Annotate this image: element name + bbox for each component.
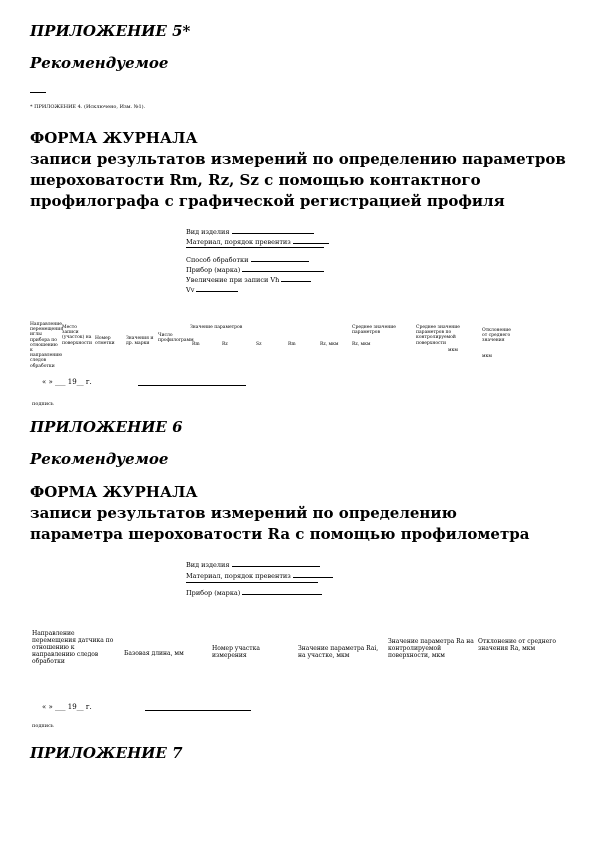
- appendix6-status: Рекомендуемое: [30, 450, 169, 468]
- appendix5-form-subtitle-1: записи результатов измерений по определению параметров: [30, 150, 566, 168]
- appendix6-form-title: ФОРМА ЖУРНАЛА: [30, 483, 198, 501]
- t6-header-base-length: Базовая длина, мм: [124, 650, 184, 657]
- appendix6-form-subtitle-1: записи результатов измерений по определению: [30, 504, 457, 522]
- t5-header-sz: Sz: [256, 342, 262, 347]
- field6-blank-line: [186, 582, 318, 583]
- t5-header-rm: Rm: [192, 342, 200, 347]
- t5-header-direction: Направление перемещения иглы прибора по отношению к направлению следов обработки: [30, 322, 64, 369]
- field-magnification-vv: Vv: [186, 284, 238, 294]
- t6-header-section-number: Номер участка измерения: [212, 645, 260, 659]
- t5-header-rm-2: Rm: [288, 342, 296, 347]
- t5-header-deviation: Отклонение от среднего значения: [482, 328, 511, 344]
- appendix6-signature-line: [145, 710, 251, 711]
- t5-header-surface-avg: Среднее значение параметров по контролируемой поверхности: [416, 325, 460, 346]
- t6-header-deviation: Отклонение от среднего значения Ra, мкм: [478, 638, 557, 652]
- t6-header-ra-surface: Значение параметра Ra на контролируемой поверхности, мкм: [388, 638, 474, 659]
- field-blank-line: [186, 247, 324, 248]
- t5-header-mark: Номер отметки: [95, 336, 115, 347]
- appendix5-date: « » ___ 19__ г.: [42, 378, 92, 386]
- t5-header-rz-mkm: Rz, мкм: [320, 342, 339, 347]
- t5-header-param-values: Значение параметров: [190, 325, 243, 330]
- field-instrument: Прибор (марка): [186, 264, 324, 274]
- field6-instrument: Прибор (марка): [186, 587, 322, 597]
- t5-header-values: Значения и др. марки: [126, 336, 154, 347]
- field-processing-method: Способ обработки: [186, 254, 309, 264]
- appendix5-title: ПРИЛОЖЕНИЕ 5*: [30, 22, 191, 40]
- t5-header-count: Число профилограмм: [158, 333, 194, 344]
- field6-product-type: Вид изделия: [186, 559, 320, 569]
- field6-material: Материал, порядок превентиз: [186, 570, 333, 580]
- t5-header-average: Среднее значение параметров: [352, 325, 396, 336]
- appendix5-status: Рекомендуемое: [30, 54, 169, 72]
- appendix5-form-subtitle-2: шероховатости Rm, Rz, Sz с помощью контактного: [30, 171, 481, 189]
- appendix5-form-subtitle-3: профилографа с графической регистрацией профиля: [30, 192, 505, 210]
- field-magnification-vh: Увеличение при записи Vh: [186, 274, 311, 284]
- appendix6-signature-label: подпись: [32, 723, 54, 729]
- field-material: Материал, порядок превентиз: [186, 236, 329, 246]
- appendix5-footnote: * ПРИЛОЖЕНИЕ 4. (Исключено, Изм. №1).: [30, 104, 146, 110]
- appendix7-title: ПРИЛОЖЕНИЕ 7: [30, 744, 183, 762]
- field-product-type: Вид изделия: [186, 226, 314, 236]
- footnote-divider: [30, 92, 46, 93]
- t6-header-direction: Направление перемещения датчика по отношению к направлению следов обработки: [32, 630, 114, 665]
- appendix5-form-title: ФОРМА ЖУРНАЛА: [30, 129, 198, 147]
- t5-header-deviation-mkm: мкм: [482, 354, 492, 359]
- appendix6-form-subtitle-2: параметра шероховатости Ra с помощью профилометра: [30, 525, 530, 543]
- appendix5-signature-label: подпись: [32, 401, 54, 407]
- t5-header-rz: Rz: [222, 342, 228, 347]
- t5-header-mkm: мкм: [448, 348, 458, 353]
- appendix6-title: ПРИЛОЖЕНИЕ 6: [30, 418, 183, 436]
- appendix5-signature-line: [138, 385, 246, 386]
- appendix6-date: « » ___ 19__ г.: [42, 703, 92, 711]
- t6-header-rai: Значение параметра Rai, на участке, мкм: [298, 645, 379, 659]
- t5-header-avg-rz: Rz, мкм: [352, 342, 371, 347]
- t5-header-place: Место записи (участок) на поверхности: [62, 325, 93, 346]
